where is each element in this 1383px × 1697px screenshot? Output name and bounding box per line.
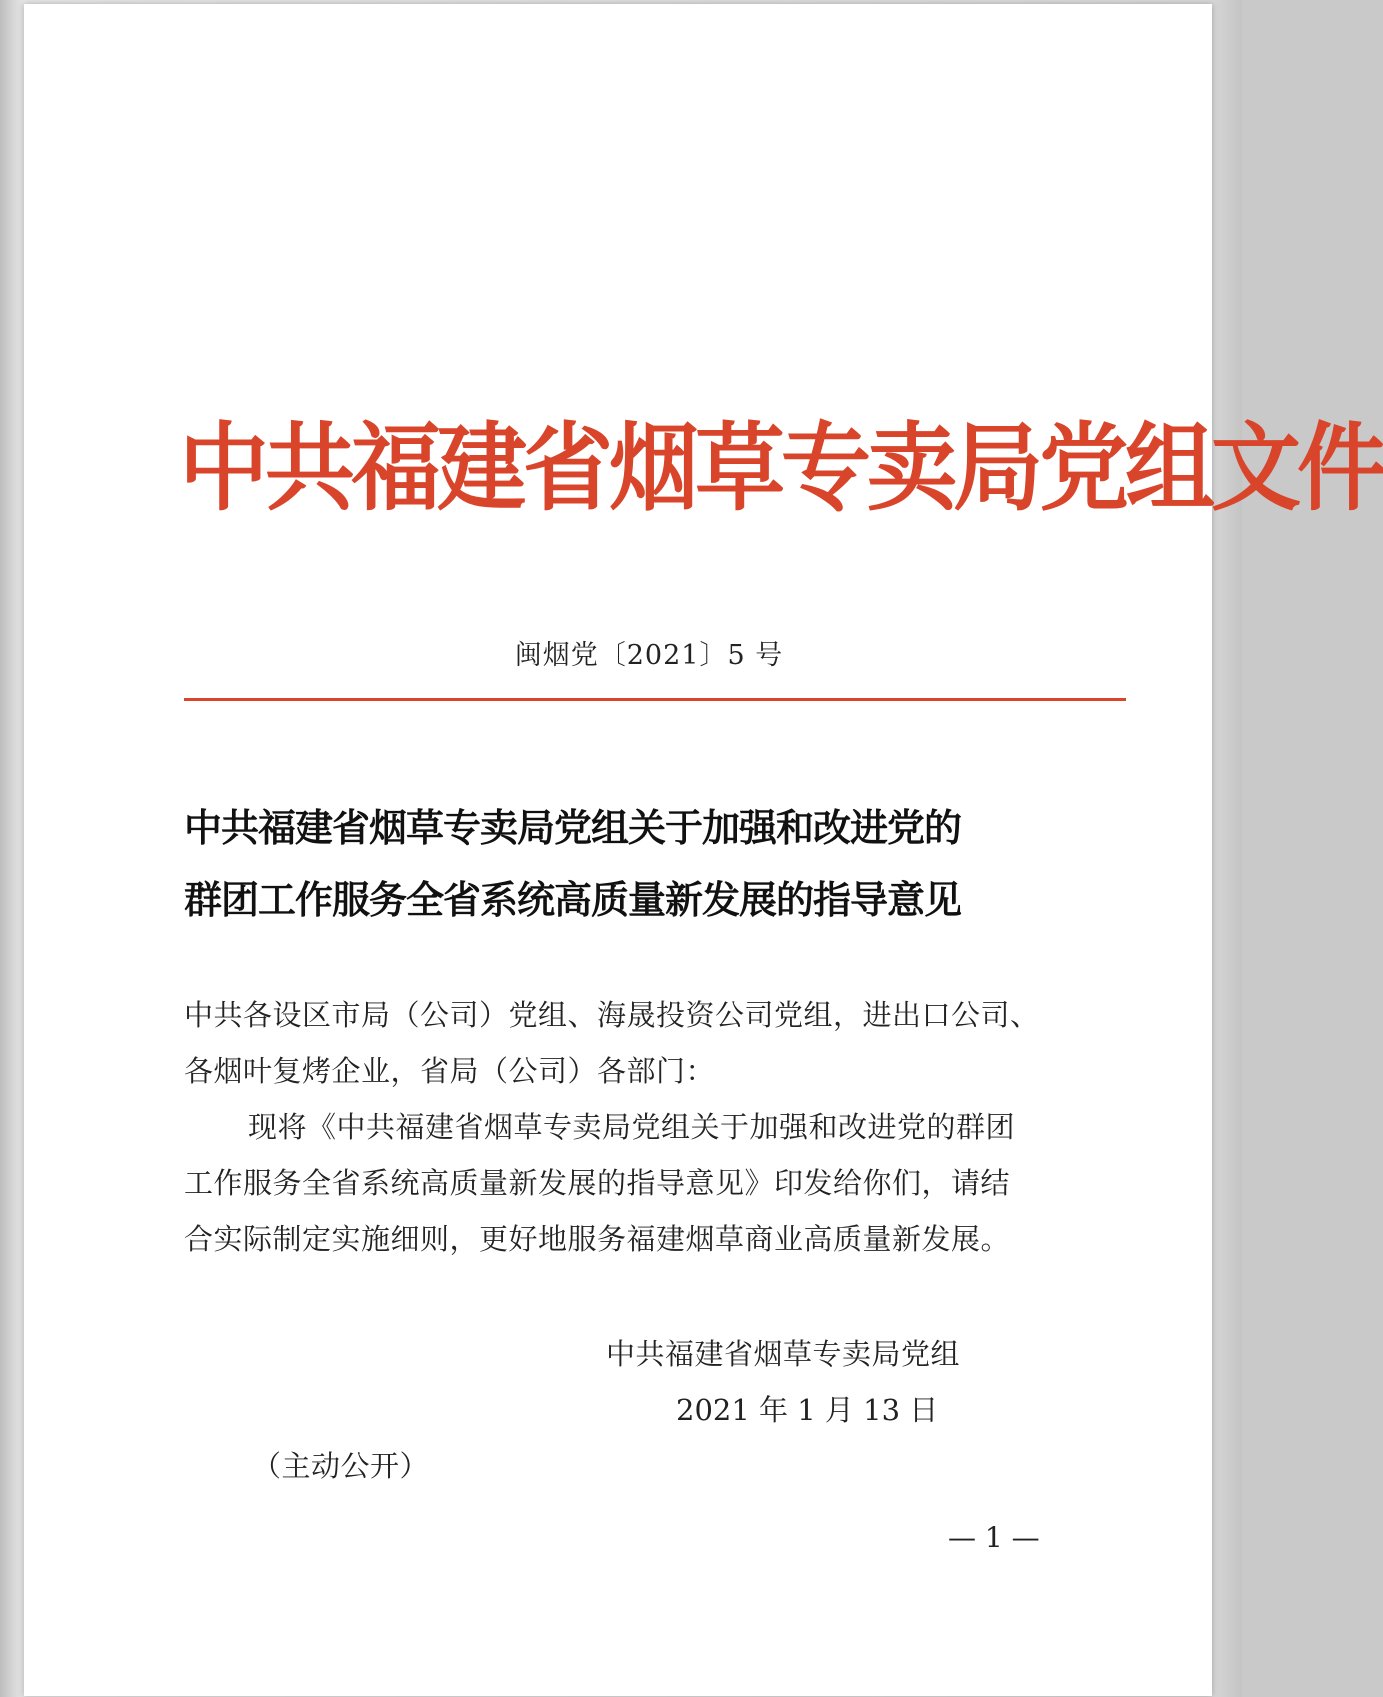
document-title-line-2: 群团工作服务全省系统高质量新发展的指导意见	[184, 878, 962, 922]
signature-date: 2021 年 1 月 13 日	[676, 1393, 939, 1427]
body-paragraph-line-2: 工作服务全省系统高质量新发展的指导意见》印发给你们，请结	[184, 1166, 1011, 1200]
body-paragraph-line-3: 合实际制定实施细则，更好地服务福建烟草商业高质量新发展。	[184, 1222, 1011, 1256]
disclosure-note: （主动公开）	[252, 1449, 430, 1483]
document-title-line-1: 中共福建省烟草专卖局党组关于加强和改进党的	[184, 806, 962, 850]
document-number: 闽烟党〔2021〕5 号	[514, 640, 784, 671]
addressee-line-1: 中共各设区市局（公司）党组、海晟投资公司党组，进出口公司、	[184, 998, 1040, 1032]
document-title	[184, 792, 1144, 936]
red-divider-line	[184, 698, 1126, 701]
masthead-title: 中共福建省烟草专卖局党组文件	[179, 412, 1383, 525]
body-paragraph-line-1: 现将《中共福建省烟草专卖局党组关于加强和改进党的群团	[248, 1110, 1016, 1144]
document-page	[24, 4, 1383, 1696]
addressee-line-2: 各烟叶复烤企业，省局（公司）各部门：	[184, 1054, 716, 1088]
page-number: — 1 —	[948, 1521, 1040, 1554]
signature-organization: 中共福建省烟草专卖局党组	[606, 1337, 961, 1371]
